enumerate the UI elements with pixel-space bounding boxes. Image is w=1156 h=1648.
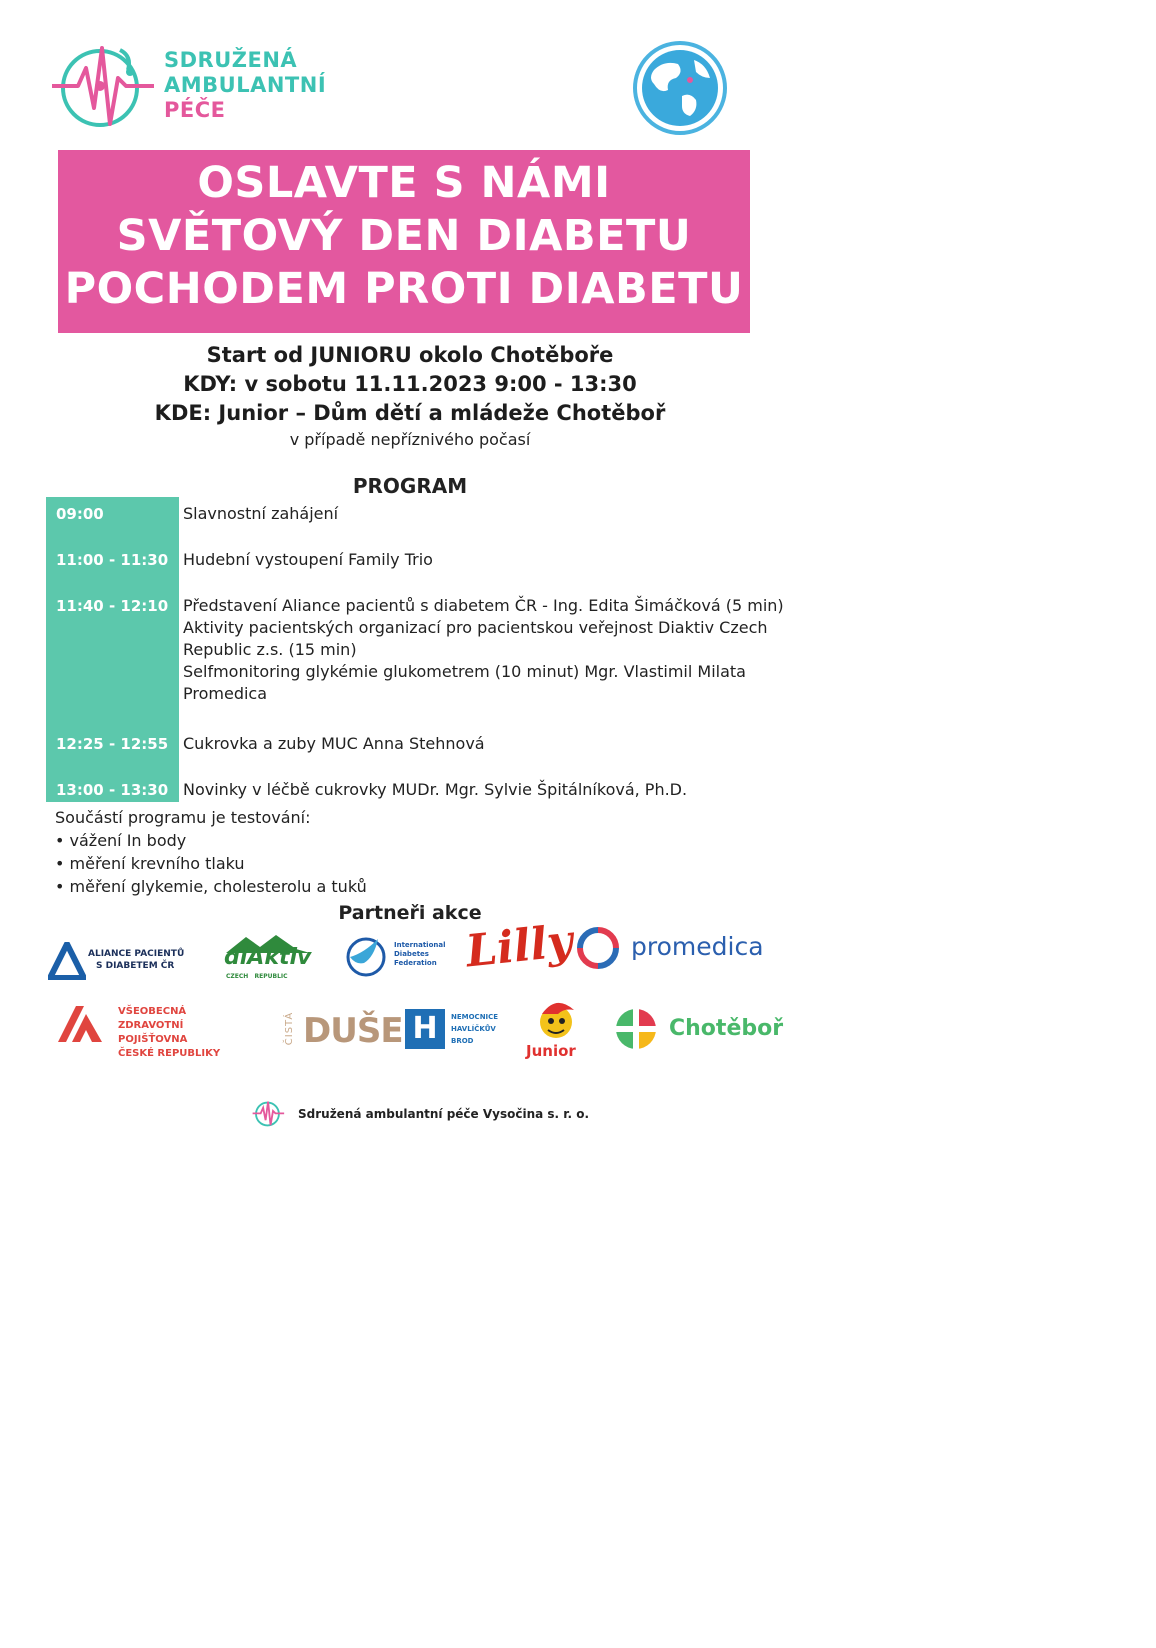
cista-text: ČISTÁ [284, 1011, 296, 1046]
event-when: KDY: v sobotu 11.11.2023 9:00 - 13:30 [183, 372, 637, 396]
list-item: • měření glykemie, cholesterolu a tuků [55, 877, 367, 896]
banner-line-3: POCHODEM PROTI DIABETU [64, 264, 744, 314]
event-where: KDE: Junior – Dům dětí a mládeže Chotěboř [154, 401, 666, 425]
idf-line-3: Federation [394, 959, 437, 967]
event-start: Start od JUNIORU okolo Chotěboře [206, 343, 614, 367]
schedule-item [183, 549, 773, 571]
schedule-item-line: Aktivity pacientských organizací pro pacientskou veřejnost Diaktiv Czech [183, 618, 768, 637]
footer-text: Sdružená ambulantní péče Vysočina s. r. o. [298, 1107, 590, 1121]
schedule-time: 13:00 - 13:30 [56, 781, 169, 799]
lilly-name: Lilly [463, 915, 576, 978]
schedule-time: 12:25 - 12:55 [56, 735, 169, 753]
junior-name: Junior [526, 1042, 576, 1060]
list-item: • vážení In body [55, 831, 187, 850]
schedule-item-line: Republic z.s. (15 min) [183, 640, 357, 659]
schedule-item-line: Představení Aliance pacientů s diabetem ČR - Ing. Edita Šimáčková (5 min) [183, 596, 784, 615]
brand-logo-icon [50, 38, 160, 138]
promedica-logo [577, 925, 767, 969]
schedule-time-column [46, 497, 179, 802]
vzp-logo [56, 1000, 256, 1059]
vzp-line-2: ZDRAVOTNÍ POJIŠŤOVNA [118, 1020, 188, 1045]
cista-duse-logo [281, 1005, 403, 1055]
promedica-ring-icon [577, 927, 619, 969]
schedule-item-line: Novinky v léčbě cukrovky MUDr. Mgr. Sylvie Špitálníková, Ph.D. [183, 780, 688, 799]
idf-bird-icon [344, 935, 390, 979]
schedule-item [183, 733, 773, 755]
nemocnice-hb-logo [405, 1009, 505, 1053]
schedule-time: 11:00 - 11:30 [56, 551, 169, 569]
list-item: • měření krevního tlaku [55, 854, 245, 873]
aliance-pacientu-logo [48, 940, 198, 984]
testing-list [55, 806, 367, 898]
diaktiv-name: diAktiv [224, 945, 312, 970]
brand-name [164, 48, 326, 123]
schedule-item [183, 503, 773, 525]
schedule-item-line: Selfmonitoring glykémie glukometrem (10 minut) Mgr. Vlastimil Milata [183, 662, 746, 681]
world-diabetes-day-globe-icon [632, 40, 728, 136]
testing-intro: Součástí programu je testování: [55, 808, 311, 827]
vzp-line-1: VŠEOBECNÁ [118, 1006, 187, 1017]
nemocnice-line-3: BROD [451, 1037, 474, 1045]
vzp-line-3: ČESKÉ REPUBLIKY [118, 1048, 221, 1059]
schedule-item-line: Promedica [183, 684, 268, 703]
brand-line-2: AMBULANTNÍ [164, 73, 327, 97]
aliance-line-1: ALIANCE PACIENTŮ [88, 949, 185, 959]
schedule-item-line: Slavnostní zahájení [183, 504, 339, 523]
idf-line-2: Diabetes [394, 950, 429, 958]
nemocnice-line-1: NEMOCNICE [451, 1013, 499, 1021]
junior-mascot-icon [532, 998, 582, 1042]
title-banner [58, 150, 750, 333]
idf-line-1: International [394, 941, 446, 949]
schedule-time: 11:40 - 12:10 [56, 597, 169, 615]
idf-logo [344, 935, 454, 979]
chotebor-circle-icon [615, 1008, 657, 1050]
schedule-item-line: Hudební vystoupení Family Trio [183, 550, 433, 569]
nemocnice-line-2: HAVLÍČKŮV [451, 1025, 496, 1033]
hospital-h-icon: H [405, 1009, 445, 1049]
partners-title: Partneři akce [338, 902, 482, 924]
schedule-item-line: Cukrovka a zuby MUC Anna Stehnová [183, 734, 485, 753]
chotebor-name: Chotěboř [669, 1016, 784, 1041]
program-title: PROGRAM [352, 474, 468, 498]
event-weather-note: v případě nepříznivého počasí [289, 430, 531, 449]
schedule-item [183, 779, 773, 801]
promedica-name: promedica [631, 932, 764, 961]
diaktiv-sub: CZECH REPUBLIC [226, 973, 288, 980]
brand-line-1: SDRUŽENÁ [164, 48, 298, 72]
brand-line-3: PÉČE [164, 98, 226, 122]
aliance-triangle-icon [48, 942, 86, 980]
diaktiv-logo [222, 933, 314, 985]
junior-logo [522, 998, 592, 1064]
duse-text: DUŠE [303, 1011, 403, 1051]
chotebor-logo [615, 1008, 784, 1052]
banner-line-2: SVĚTOVÝ DEN DIABETU [116, 211, 692, 261]
footer-brand-icon [252, 1097, 286, 1131]
vzp-mark-icon [56, 1004, 106, 1044]
lilly-logo [463, 915, 576, 985]
banner-line-1: OSLAVTE S NÁMI [197, 158, 611, 208]
schedule-time: 09:00 [56, 505, 104, 523]
schedule-item [183, 595, 784, 705]
aliance-line-2: S DIABETEM ČR [96, 961, 175, 971]
